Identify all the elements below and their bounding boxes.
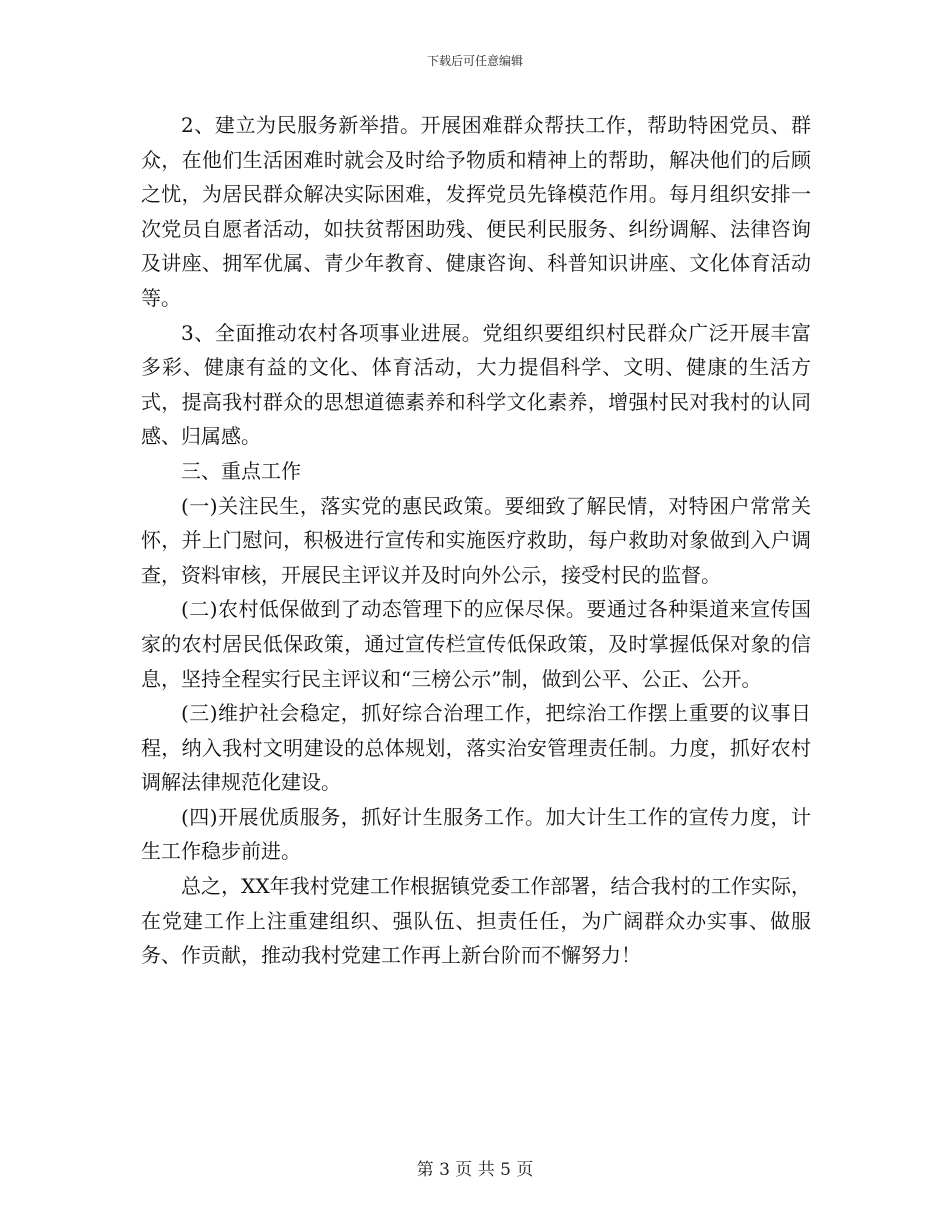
paragraph-rural-development: 3、全面推动农村各项事业进展。党组织要组织村民群众广泛开展丰富多彩、健康有益的文化、体育活动，大力提倡科学、文明、健康的生活方式，提高我村群众的思想道德素养和科学文化素养，增强村民对我村的认同感、归属感。 [141, 320, 811, 449]
page-header: 下载后可任意编辑 [426, 54, 523, 68]
paragraph-social-stability: (三)维护社会稳定，抓好综合治理工作，把综治工作摆上重要的议事日程，纳入我村文明建设的总体规划，落实治安管理责任制。力度，抓好农村调解法律规范化建设。 [141, 701, 811, 795]
paragraph-service-measures: 2、建立为民服务新举措。开展困难群众帮扶工作，帮助特困党员、群众，在他们生活困难时就会及时给予物质和精神上的帮助，解决他们的后顾之忧，为居民群众解决实际困难，发挥党员先锋模范作用。每月组织安排一次党员自愿者活动，如扶贫帮困助残、便民利民服务、纠纷调解、法律咨询及讲座、拥军优属、青少年教育、健康咨询、科普知识讲座、文化体育活动等。 [141, 113, 811, 310]
section-heading-key-work: 三、重点工作 [181, 458, 301, 483]
paragraph-livelihood: (一)关注民生，落实党的惠民政策。要细致了解民情，对特困户常常关怀，并上门慰问，积极进行宣传和实施医疗救助，每户救助对象做到入户调查，资料审核，开展民主评议并及时向外公示，接受村民的监督。 [141, 493, 811, 587]
paragraph-low-income-insurance: (二)农村低保做到了动态管理下的应保尽保。要通过各种渠道来宣传国家的农村居民低保政策，通过宣传栏宣传低保政策，及时掌握低保对象的信息，坚持全程实行民主评议和“三榜公示”制，做到公平、公正、公开。 [141, 597, 811, 691]
page-number-footer: 第 3 页 共 5 页 [416, 1160, 534, 1180]
document-body [141, 108, 811, 973]
paragraph-family-planning: (四)开展优质服务，抓好计生服务工作。加大计生工作的宣传力度，计生工作稳步前进。 [141, 804, 811, 864]
paragraph-conclusion: 总之，XX年我村党建工作根据镇党委工作部署，结合我村的工作实际，在党建工作上注重建组织、强队伍、担责任任，为广阔群众办实事、做服务、作贡献，推动我村党建工作再上新台阶而不懈努力！ [141, 874, 811, 968]
